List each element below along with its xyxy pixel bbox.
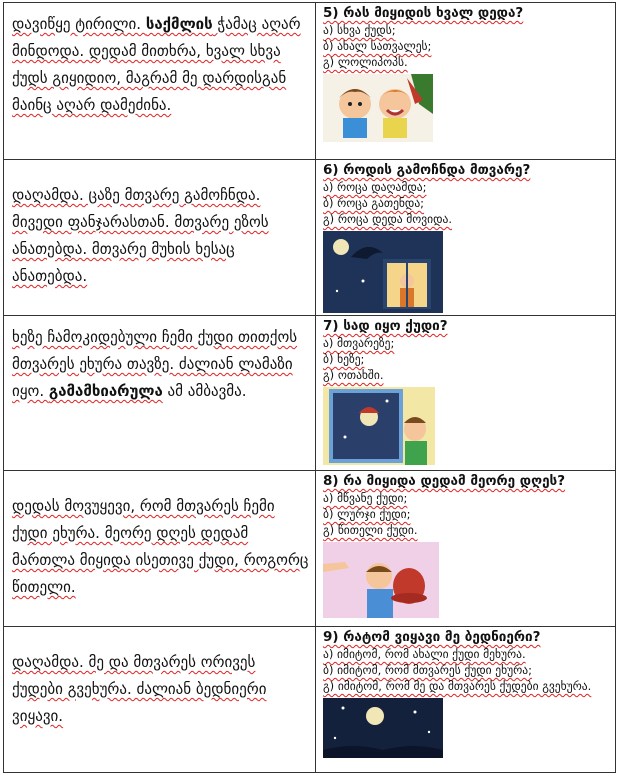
two-kids-illustration [323,74,433,142]
question-title: 8) რა მიყიდა დედამ მეორე დღეს? [323,473,566,489]
story-cell [4,627,316,773]
answer-option: გ) იმიტომ, რომ მე და მთვარეს ქუდები გვეხურა. [323,679,592,693]
red-hat-gift-illustration [323,542,439,618]
answer-option: ბ) ლურჯი ქუდი; [323,507,411,521]
question-cell [316,316,616,471]
answer-option: გ) წითელი ქუდი. [323,523,418,537]
story-text [4,3,315,119]
table-row [4,627,616,773]
answer-option: ბ) იმიტომ, რომ მთვარეს ქუდი ეხურა; [323,663,532,677]
story-segment: დაღამდა. ცაზე მთვარე გამოჩნდა. მივედი ფანჯარასთან. მთვარე ეზოს ანათებდა. მთვარე მუხის ხესაც ანათებდა. [12,186,269,285]
story-table [3,2,616,773]
story-text [4,160,315,290]
question-cell [316,627,616,773]
table-row [4,160,616,316]
boy-at-window-illustration [323,387,435,465]
answer-option: ბ) როცა გათენდა; [323,196,425,210]
table-row [4,3,616,160]
question-title: 6) როდის გამოჩნდა მთვარე? [323,162,531,178]
story-text [4,627,315,730]
answer-option: ა) იმიტომ, რომ ახალი ქუდი მეხურა. [323,647,526,661]
answer-option: გ) ლოლიპოპს. [323,55,408,69]
night-sky-illustration [323,698,443,758]
story-cell [4,471,316,627]
story-segment: დავიწყე ტირილი. [12,15,146,33]
answer-option: ბ) ხეზე; [323,352,365,366]
answer-option: ა) მთვარეზე; [323,336,395,350]
story-bold-word: გამამხიარულა [48,382,163,400]
night-window-illustration [323,231,443,313]
story-segment: დედას მოვუყევი, რომ მთვარეს ჩემი ქუდი ეხურა. მეორე დღეს დედამ მართლა მიყიდა ისეთივე ქუდი, როგორც წითელი. [12,497,309,596]
story-segment: ამ ამბავმა. [162,382,247,400]
question-cell [316,471,616,627]
story-cell [4,3,316,160]
question-cell [316,160,616,316]
question-title: 5) რას მიყიდის ხვალ დედა? [323,5,524,21]
table-row [4,471,616,627]
question-title: 9) რატომ ვიყავი მე ბედნიერი? [323,629,541,645]
story-segment: დაღამდა. მე და მთვარეს ორივეს ქუდები გვეხურა. ძალიან ბედნიერი ვიყავი. [12,653,267,725]
answer-option: გ) როცა დედა მოვიდა. [323,212,453,226]
story-cell [4,316,316,471]
answer-option: ა) სხვა ქუდს; [323,23,396,37]
story-bold-word: საქმლის [145,15,213,33]
answer-option: ბ) ახალ სათვალეს; [323,39,432,53]
story-segment: ჭამაც აღარ მინდოდა. დედამ მითხრა, ხვალ სხვა ქუდს გიყიდიო, მაგრამ მე დარდისგან მაინც აღარ დამეძინა. [12,15,301,114]
answer-option: გ) ოთახში. [323,368,384,382]
story-text [4,316,315,405]
story-text [4,471,315,601]
story-segment: ხეზე ჩამოკიდებული ჩემი ქუდი თითქოს მთვარეს ეხურა თავზე. ძალიან ლამაზი იყო. [12,328,298,400]
question-cell [316,3,616,160]
table-row [4,316,616,471]
question-title: 7) სად იყო ქუდი? [323,318,448,334]
answer-option: ა) მწვანე ქუდი; [323,491,408,505]
answer-option: ა) როცა დაღამდა; [323,180,427,194]
story-cell [4,160,316,316]
